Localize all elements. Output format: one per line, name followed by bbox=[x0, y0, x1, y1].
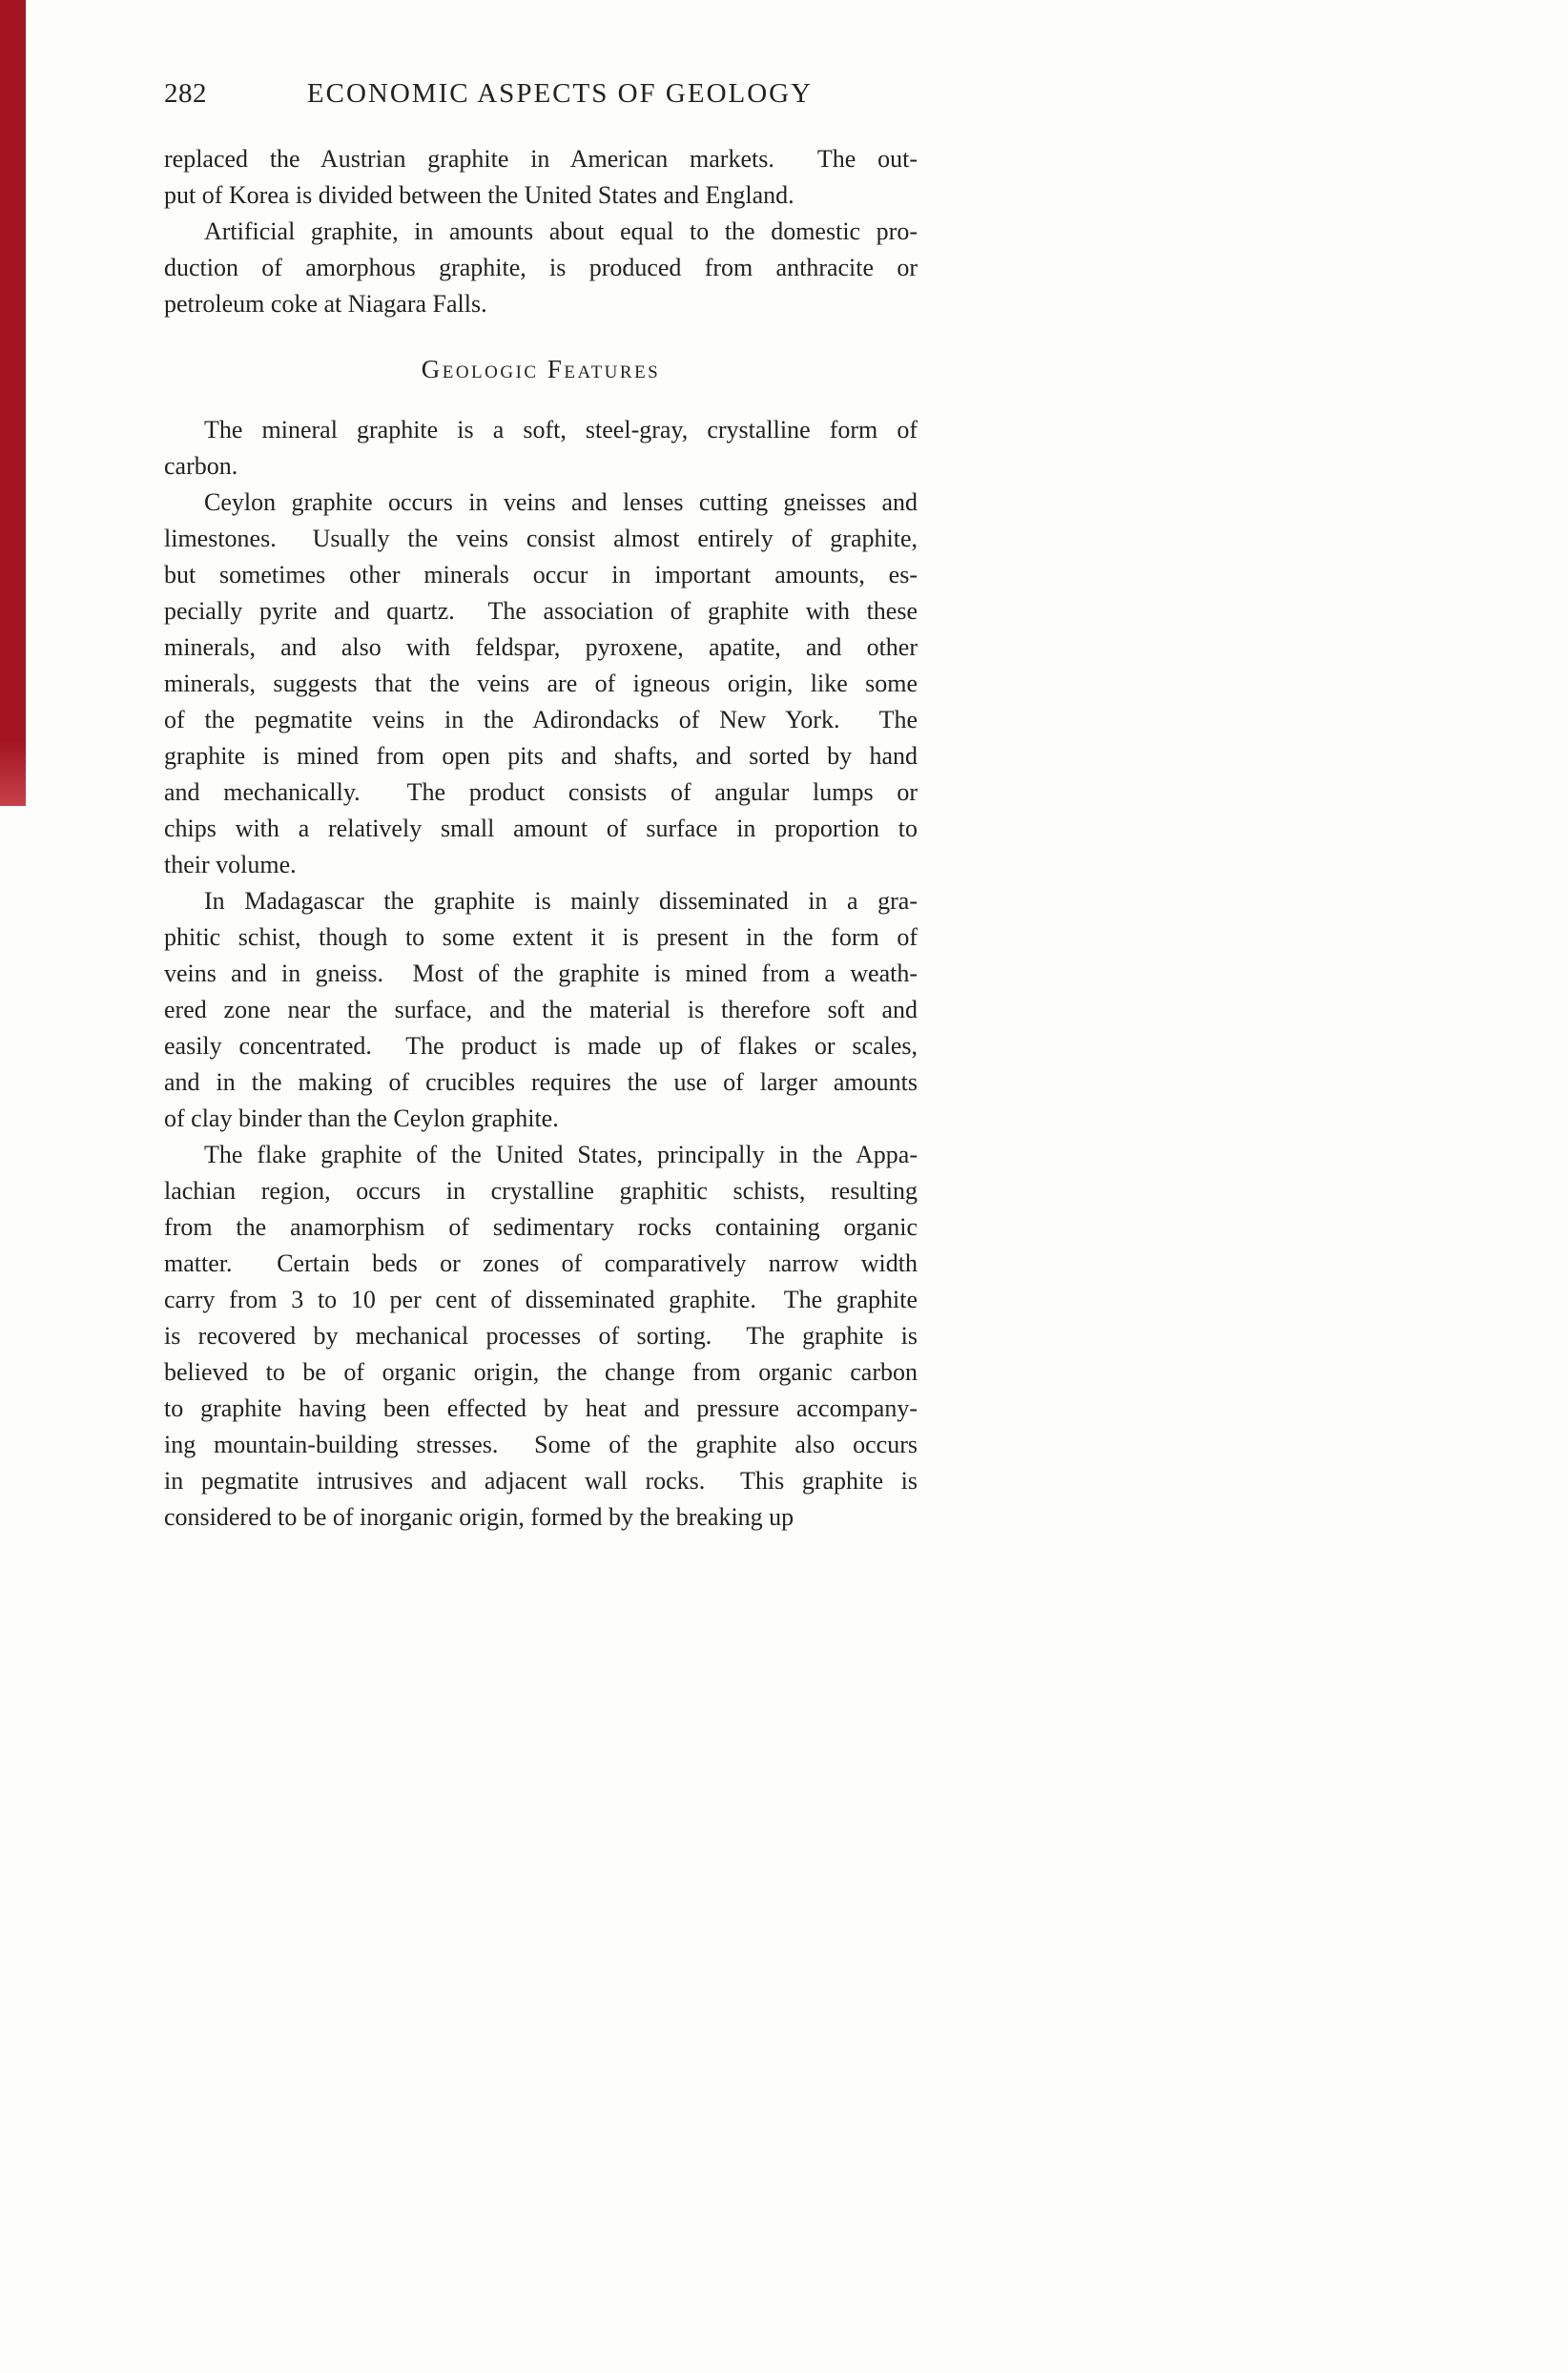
text-line: matter. Certain beds or zones of comparatively narrow width bbox=[164, 1249, 918, 1277]
text-line: believed to be of organic origin, the change from organic carbon bbox=[164, 1358, 918, 1386]
text-line: to graphite having been effected by heat and pressure accompany- bbox=[164, 1394, 918, 1422]
text-line: carry from 3 to 10 per cent of disseminated graphite. The graphite bbox=[164, 1286, 918, 1313]
text-line: in pegmatite intrusives and adjacent wall rocks. This graphite is bbox=[164, 1467, 918, 1495]
text-line: considered to be of inorganic origin, formed by the breaking up bbox=[164, 1503, 794, 1531]
text-line: carbon. bbox=[164, 452, 238, 480]
text-line: ered zone near the surface, and the material is therefore soft and bbox=[164, 996, 918, 1023]
text-line: phitic schist, though to some extent it is present in the form of bbox=[164, 923, 918, 951]
text-line: minerals, and also with feldspar, pyroxene, apatite, and other bbox=[164, 633, 918, 661]
text-line: easily concentrated. The product is made up of flakes or scales, bbox=[164, 1032, 918, 1060]
text-line: ing mountain-building stresses. Some of the graphite also occurs bbox=[164, 1431, 918, 1458]
section-heading: Geologic Features bbox=[421, 355, 661, 383]
running-head: ECONOMIC ASPECTS OF GEOLOGY bbox=[306, 78, 814, 109]
text-line: is recovered by mechanical processes of sorting. The graphite is bbox=[164, 1322, 918, 1350]
text-line: limestones. Usually the veins consist almost entirely of graphite, bbox=[164, 525, 918, 552]
paragraph bbox=[164, 485, 918, 883]
text-line: and in the making of crucibles requires the use of larger amounts bbox=[164, 1068, 918, 1096]
book-binding-edge bbox=[0, 0, 26, 806]
text-line: petroleum coke at Niagara Falls. bbox=[164, 290, 487, 318]
text-line: their volume. bbox=[164, 851, 297, 878]
paragraph bbox=[164, 214, 918, 322]
text-line: replaced the Austrian graphite in American markets. The out- bbox=[164, 145, 918, 173]
text-line: In Madagascar the graphite is mainly disseminated in a gra- bbox=[204, 887, 918, 915]
text-line: and mechanically. The product consists of angular lumps or bbox=[164, 778, 918, 806]
text-line: of clay binder than the Ceylon graphite. bbox=[164, 1104, 559, 1132]
text-line: The mineral graphite is a soft, steel-gray, crystalline form of bbox=[204, 416, 918, 444]
text-body bbox=[164, 141, 918, 1536]
text-line: lachian region, occurs in crystalline graphitic schists, resulting bbox=[164, 1177, 918, 1205]
text-line: veins and in gneiss. Most of the graphite is mined from a weath- bbox=[164, 960, 918, 987]
text-line: minerals, suggests that the veins are of igneous origin, like some bbox=[164, 670, 918, 697]
page-number: 282 bbox=[164, 78, 207, 109]
text-line: duction of amorphous graphite, is produced from anthracite or bbox=[164, 254, 918, 281]
text-column bbox=[164, 78, 918, 1536]
page-header bbox=[164, 78, 918, 116]
text-line: but sometimes other minerals occur in important amounts, es- bbox=[164, 561, 918, 588]
text-line: from the anamorphism of sedimentary rocks containing organic bbox=[164, 1213, 918, 1241]
text-line: Artificial graphite, in amounts about equal to the domestic pro- bbox=[204, 217, 918, 245]
paragraph bbox=[164, 141, 918, 214]
text-line: Ceylon graphite occurs in veins and lenses cutting gneisses and bbox=[204, 488, 918, 516]
paragraph bbox=[164, 1137, 918, 1536]
text-line: put of Korea is divided between the United States and England. bbox=[164, 181, 794, 209]
text-line: chips with a relatively small amount of surface in proportion to bbox=[164, 815, 918, 842]
paragraph bbox=[164, 412, 918, 485]
paragraph bbox=[164, 883, 918, 1137]
text-line: pecially pyrite and quartz. The association of graphite with these bbox=[164, 597, 918, 625]
text-line: graphite is mined from open pits and shafts, and sorted by hand bbox=[164, 742, 918, 770]
text-line: of the pegmatite veins in the Adirondacks of New York. The bbox=[164, 706, 918, 733]
text-line: The flake graphite of the United States, principally in the Appa- bbox=[204, 1141, 918, 1168]
